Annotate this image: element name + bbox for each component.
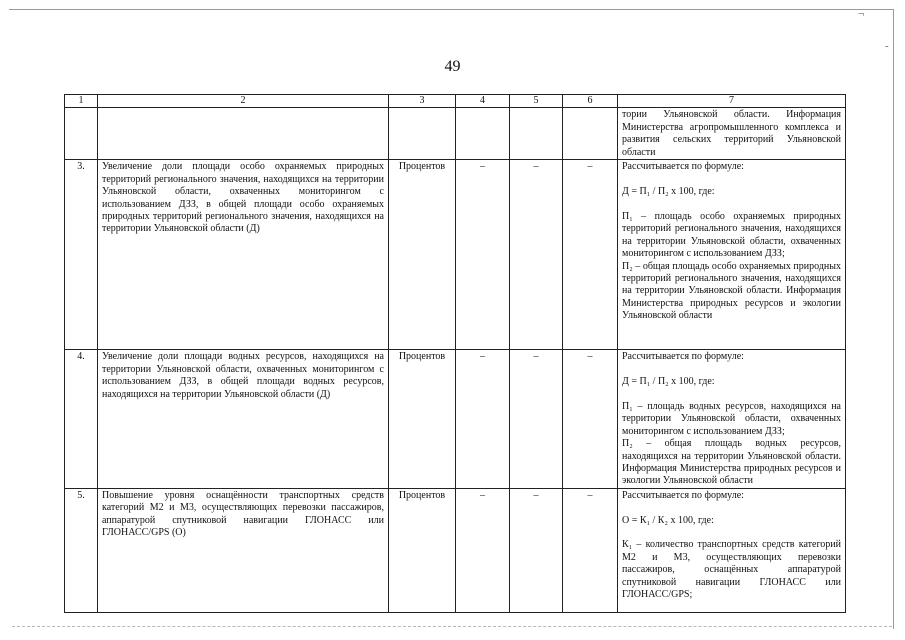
calculation-method	[618, 108, 846, 160]
column-number: 6	[563, 95, 618, 108]
value-cell: –	[456, 160, 510, 350]
unit-of-measure: Процентов	[389, 488, 456, 612]
column-number: 7	[618, 95, 846, 108]
indicator-name: Повышение уровня оснащённости транспортных средств категорий М2 и М3, осуществляющих перевозки пассажиров, аппаратурой спутниковой навигации ГЛОНАСС или ГЛОНАСС/GPS (О)	[98, 488, 389, 612]
column-number-row	[65, 95, 846, 108]
method-paragraph: Д = П₁ / П₂ х 100, где:	[622, 376, 715, 388]
method-paragraph: П₂ – общая площадь водных ресурсов, находящихся на территории Ульяновской области. Информация Министерства природных ресурсов и экологии Ульяновской области	[622, 438, 841, 487]
row-number: 4.	[65, 350, 98, 488]
method-paragraph: Д = П₁ / П₂ х 100, где:	[622, 186, 715, 198]
value-cell: –	[563, 488, 618, 612]
column-number: 1	[65, 95, 98, 108]
column-number: 5	[510, 95, 563, 108]
method-paragraph: П₁ – площадь особо охраняемых природных территорий регионального значения, находящихся на территории Ульяновской области, охваченных мониторингом с использованием ДЗЗ;	[622, 211, 841, 260]
calculation-method	[618, 160, 846, 350]
column-number: 2	[98, 95, 389, 108]
method-paragraph: Рассчитывается по формуле:	[622, 489, 744, 501]
page-bottom-edge	[12, 626, 892, 627]
table-row	[65, 488, 846, 612]
indicator-name: Увеличение доли площади особо охраняемых природных территорий регионального значения, находящихся на территории Ульяновской области, охваченных мониторингом с использованием ДЗЗ, в общей площади особо охраняемых природных территорий регионального значения, находящихся на территории Ульяновской области (Д)	[98, 160, 389, 350]
value-cell: –	[563, 350, 618, 488]
indicator-name	[98, 108, 389, 160]
unit-of-measure: Процентов	[389, 160, 456, 350]
row-number: 5.	[65, 488, 98, 612]
method-paragraph: К₁ – количество транспортных средств категорий М2 и М3, осуществляющих перевозки пассажиров, оснащённых аппаратурой спутниковой навигации ГЛОНАСС или ГЛОНАСС/GPS;	[622, 539, 841, 601]
value-cell	[456, 108, 510, 160]
unit-of-measure: Процентов	[389, 350, 456, 488]
calculation-method	[618, 350, 846, 488]
page-number: 49	[444, 58, 461, 75]
method-paragraph: Рассчитывается по формуле:	[622, 351, 744, 363]
row-number	[65, 108, 98, 160]
unit-of-measure	[389, 108, 456, 160]
method-paragraph: тории Ульяновской области. Информация Министерства агропромышленного комплекса и развития сельских территорий Ульяновской области	[622, 109, 841, 158]
value-cell: –	[510, 488, 563, 612]
method-paragraph: О = К₁ / К₂ х 100, где:	[622, 514, 714, 526]
corner-mark: ¬	[858, 8, 865, 20]
value-cell: –	[456, 350, 510, 488]
value-cell: –	[563, 160, 618, 350]
method-paragraph: П₁ – площадь водных ресурсов, находящихся на территории Ульяновской области, охваченных мониторингом с использованием ДЗЗ;	[622, 401, 841, 437]
table-row	[65, 108, 846, 160]
row-number: 3.	[65, 160, 98, 350]
method-paragraph: Рассчитывается по формуле:	[622, 161, 744, 173]
value-cell: –	[456, 488, 510, 612]
table-row	[65, 160, 846, 350]
value-cell: –	[510, 350, 563, 488]
indicators-table	[64, 94, 846, 613]
value-cell	[563, 108, 618, 160]
value-cell	[510, 108, 563, 160]
indicator-name: Увеличение доли площади водных ресурсов, находящихся на территории Ульяновской области, охваченных мониторингом с использованием ДЗЗ, в общей площади водных ресурсов, находящихся на территории Ульяновской области (Д)	[98, 350, 389, 488]
table-row	[65, 350, 846, 488]
method-paragraph: П₂ – общая площадь особо охраняемых природных территорий регионального значения, находящихся на территории Ульяновской области. Информация Министерства природных ресурсов и экологии Ульяновской области	[622, 260, 841, 322]
edge-mark: -	[885, 40, 889, 52]
column-number: 4	[456, 95, 510, 108]
value-cell: –	[510, 160, 563, 350]
column-number: 3	[389, 95, 456, 108]
calculation-method	[618, 488, 846, 612]
